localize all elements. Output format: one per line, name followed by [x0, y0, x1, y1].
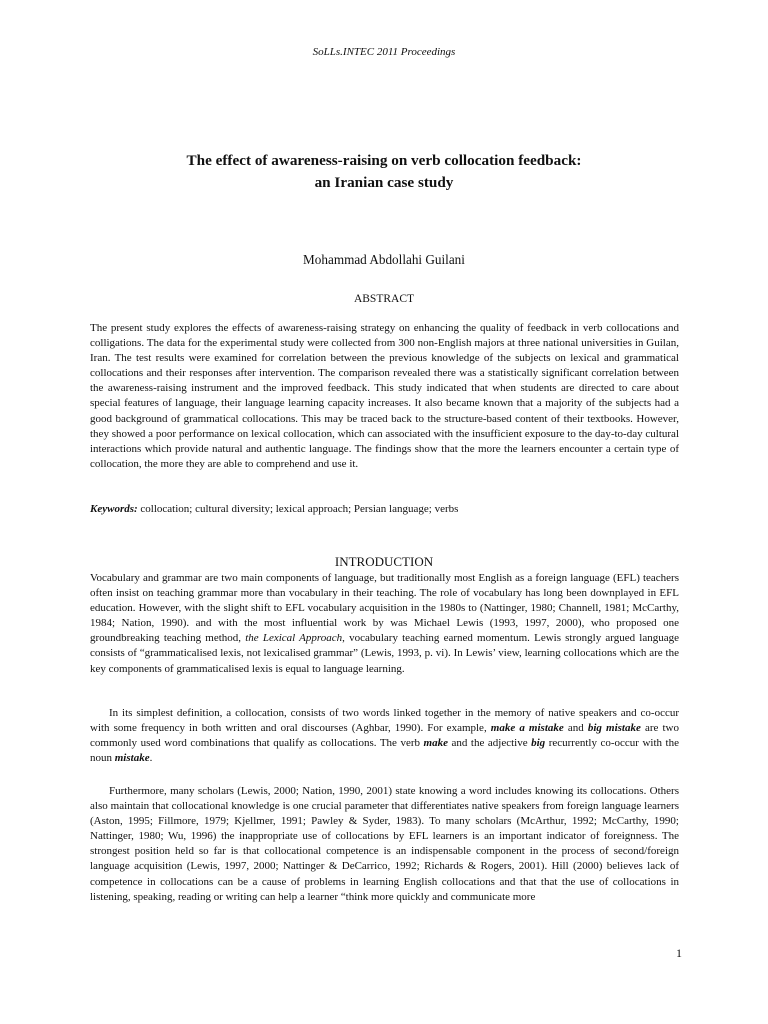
- p2-text-c: are two commonly used word combinations that qualify as collocations. The verb: [90, 722, 680, 750]
- p2-emphasis-1: make a mistake: [490, 722, 564, 735]
- p2-text-b: and: [563, 722, 588, 735]
- title-line-2: an Iranian case study: [314, 174, 454, 191]
- intro-paragraph-2: [90, 706, 679, 766]
- p2-text-a: In its simplest definition, a collocation, consists of two words linked together in the memory of native speakers and co-occur with some frequency in both written and oral discourses (Aghbar, 1990). For example,: [90, 707, 679, 735]
- author-name: Mohammad Abdollahi Guilani: [303, 252, 465, 267]
- p2-text-d: and the adjective: [447, 737, 532, 750]
- p1-emphasis: the Lexical Approach: [245, 632, 343, 645]
- p2-emphasis-4: big: [531, 737, 546, 750]
- paper-title: [90, 150, 678, 194]
- p2-emphasis-3: make: [423, 737, 448, 750]
- abstract-heading: ABSTRACT: [353, 293, 415, 305]
- p2-text-e: recurrently co-occur with the noun: [90, 737, 679, 765]
- keywords-label: Keywords:: [90, 503, 138, 515]
- introduction-heading: INTRODUCTION: [334, 554, 434, 569]
- p2-text-f: .: [149, 752, 153, 765]
- p1-text-b: , vocabulary teaching earned momentum. Lewis strongly argued language consists of “grammaticalised lexis, not lexicalised grammar” (Lewis, 1993, p. vi). In Lewis’ view, learning collocations which are the key components of grammaticalised lexis is equal to language learning.: [90, 632, 680, 675]
- intro-paragraph-3: Furthermore, many scholars (Lewis, 2000; Nation, 1990, 2001) state knowing a word includes knowing its collocations. Others also maintain that collocational knowledge is one crucial parameter that differentiates native speakers from foreign language learners (Aston, 1995; Fillmore, 1979; Kjellmer, 1991; Pawley & Syder, 1983). To many scholars (McArthur, 1992; McCarthy, 1990; Nattinger, 1980; Wu, 1996) the inappropriate use of collocations by EFL learners is an important indicator of foreignness. The strongest position held so far is that collocational competence is an indispensable component in the process of second/foreign language acquisition (Lewis, 1997, 2000; Nattinger & DeCarrico, 1992; Richards & Rogers, 2001). Hill (2000) believes lack of competence in collocations can be a cause of problems in learning English collocations and that that the use of collocations in listening, speaking, reading or writing can help a learner “think more quickly and communicate more: [90, 785, 679, 903]
- abstract-text: The present study explores the effects of awareness-raising strategy on enhancing the quality of feedback in verb collocations and colligations. The data for the experimental study were collected from 300 non-English majors at three national universities in Guilan, Iran. The test results were examined for correlation between the previous knowledge of the subjects on lexical and grammatical collocations and their responses after intervention. The comparison revealed there was a statistically significant correlation between the awareness-raising instrument and the improved feedback. This study indicated that when students are directed to care about special features of language, their language learning capacity increases. It also became known that a majority of the subjects had a good background of grammatical collocations. This may be traced back to the structure-based content of their textbooks. However, they showed a poor performance on lexical collocation, which can associated with the insufficient exposure to the day-to-day cultural interactions which provide natural and authentic language. The findings show that the more the learners encounter a certain type of collocation, the more they are able to comprehend and use it.: [90, 322, 679, 470]
- p2-emphasis-5: mistake: [114, 752, 150, 765]
- intro-paragraph-1: [90, 571, 679, 677]
- page-number: 1: [676, 946, 682, 960]
- keywords-line: [90, 502, 679, 517]
- running-header: SoLLs.INTEC 2011 Proceedings: [312, 46, 456, 58]
- p2-emphasis-2: big mistake: [587, 722, 641, 735]
- keywords-list: collocation; cultural diversity; lexical approach; Persian language; verbs: [137, 503, 459, 515]
- p1-text-a: Vocabulary and grammar are two main components of language, but traditionally most English as a foreign language (EFL) teachers often insist on teaching grammar more than vocabulary in their teaching. The role of vocabulary has long been downplayed in EFL education. However, with the slight shift to EFL vocabulary acquisition in the 1980s to (Nattinger, 1980; Channell, 1981; McCarthy, 1984; Nation, 1990). and with the most influential work by was Michael Lewis (1993, 1997, 2000), who proposed one groundbreaking teaching method,: [90, 572, 679, 645]
- title-line-1: The effect of awareness-raising on verb collocation feedback:: [186, 152, 582, 169]
